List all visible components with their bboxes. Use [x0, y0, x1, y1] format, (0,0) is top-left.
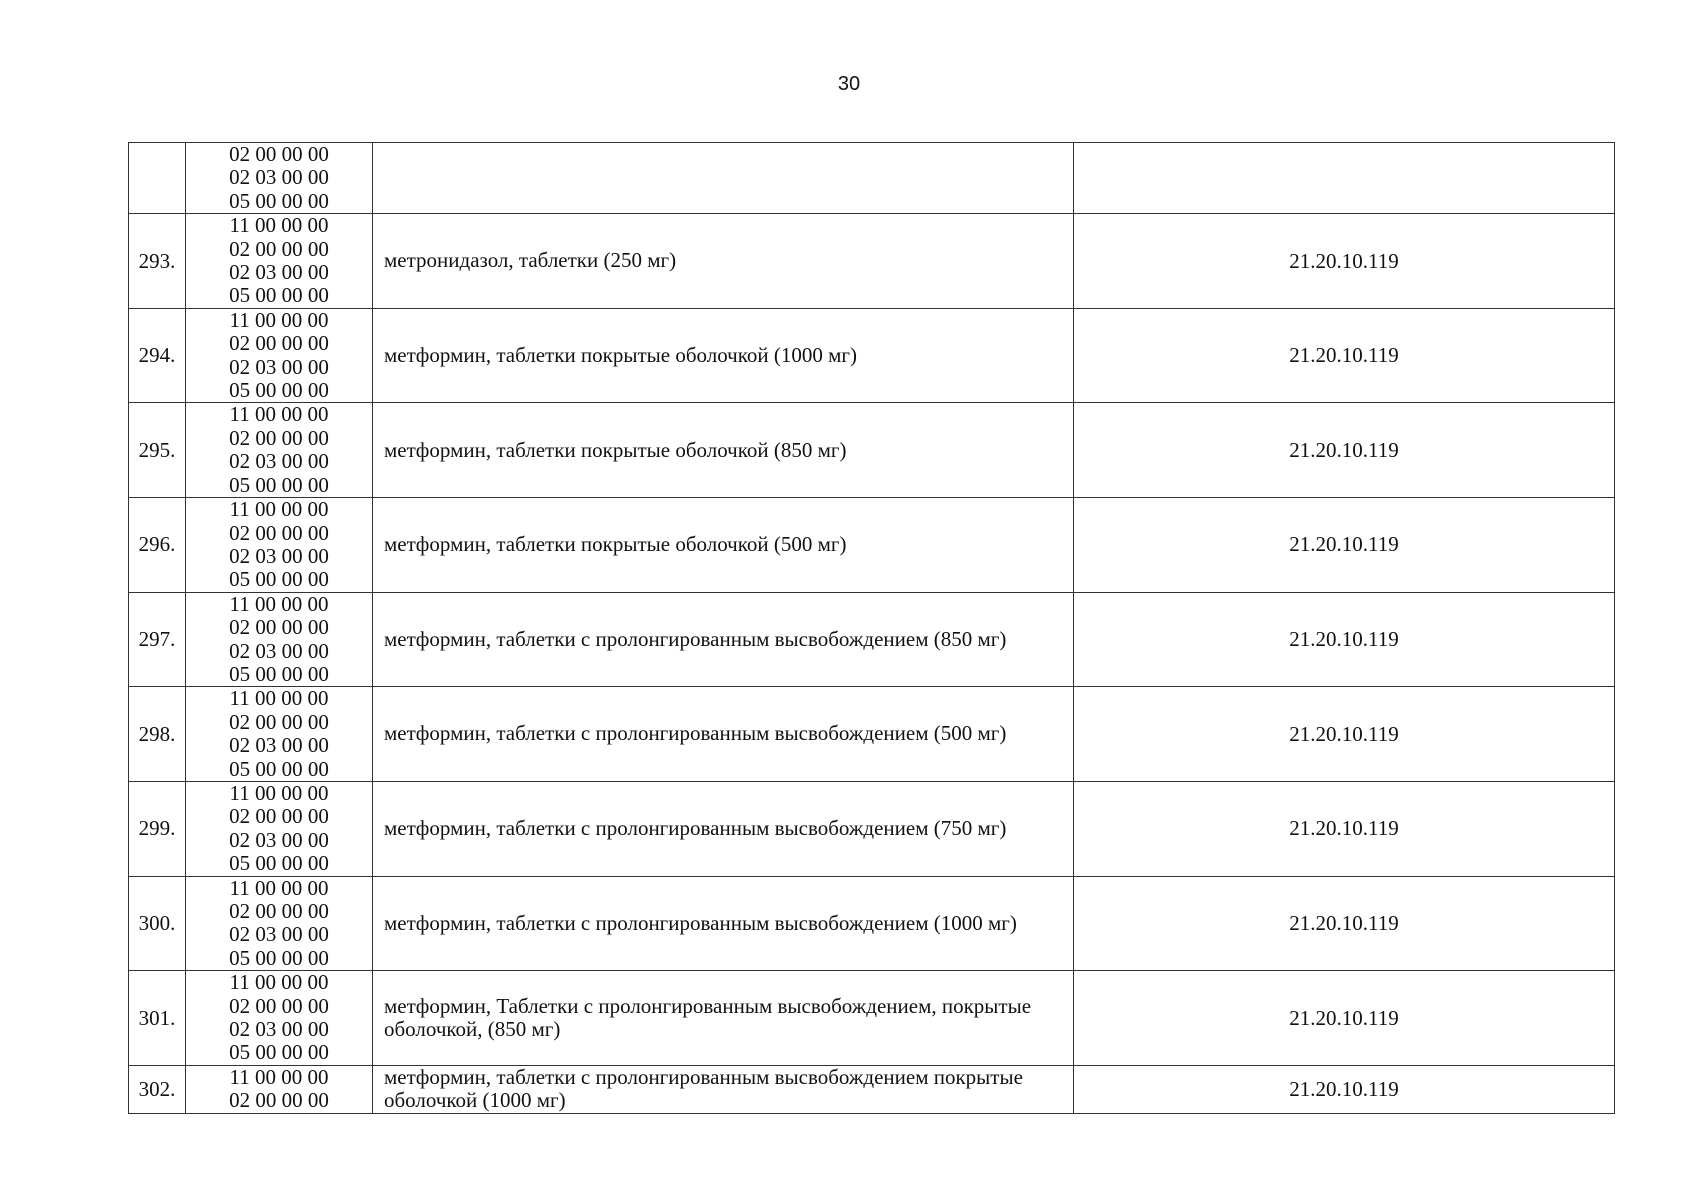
territory-codes	[186, 781, 373, 876]
drug-name: метформин, таблетки покрытые оболочкой (850 мг)	[373, 403, 1074, 498]
territory-code: 02 00 00 00	[229, 520, 329, 545]
okpd-code	[1074, 143, 1615, 214]
territory-code: 05 00 00 00	[229, 1040, 329, 1065]
territory-code: 11 00 00 00	[229, 307, 329, 332]
page-number: 30	[837, 73, 861, 95]
table-row	[129, 1065, 1615, 1113]
table-body	[129, 143, 1615, 1114]
territory-code: 11 00 00 00	[229, 970, 329, 995]
territory-codes	[186, 214, 373, 309]
row-number: 298.	[129, 687, 186, 782]
okpd-code: 21.20.10.119	[1074, 214, 1615, 309]
territory-codes	[186, 143, 373, 214]
table-row	[129, 214, 1615, 309]
territory-codes	[186, 1065, 373, 1113]
territory-code: 11 00 00 00	[229, 875, 329, 900]
territory-code: 02 00 00 00	[229, 993, 329, 1018]
territory-code: 05 00 00 00	[229, 567, 329, 592]
drug-name: метформин, таблетки с пролонгированным высвобождением (750 мг)	[373, 781, 1074, 876]
territory-code: 02 03 00 00	[229, 638, 329, 663]
territory-code: 02 00 00 00	[229, 236, 329, 261]
okpd-code: 21.20.10.119	[1074, 876, 1615, 971]
drug-name: метформин, таблетки с пролонгированным высвобождением (1000 мг)	[373, 876, 1074, 971]
table-row	[129, 592, 1615, 687]
territory-codes	[186, 498, 373, 593]
territory-code: 05 00 00 00	[229, 472, 329, 497]
okpd-code: 21.20.10.119	[1074, 592, 1615, 687]
okpd-code: 21.20.10.119	[1074, 403, 1615, 498]
okpd-code: 21.20.10.119	[1074, 308, 1615, 403]
drug-name: метформин, Таблетки с пролонгированным высвобождением, покрытые оболочкой, (850 мг)	[373, 971, 1074, 1066]
territory-code: 05 00 00 00	[229, 756, 329, 781]
territory-codes	[186, 687, 373, 782]
drug-name: метформин, таблетки покрытые оболочкой (500 мг)	[373, 498, 1074, 593]
row-number	[129, 143, 186, 214]
table-row	[129, 781, 1615, 876]
territory-code: 02 00 00 00	[229, 331, 329, 356]
territory-code: 02 00 00 00	[229, 804, 329, 829]
drug-name: метформин, таблетки с пролонгированным высвобождением покрытые оболочкой (1000 мг)	[373, 1065, 1074, 1113]
okpd-code: 21.20.10.119	[1074, 781, 1615, 876]
territory-code: 02 03 00 00	[229, 733, 329, 758]
territory-code: 11 00 00 00	[229, 591, 329, 616]
territory-codes	[186, 403, 373, 498]
territory-code: 05 00 00 00	[229, 945, 329, 970]
territory-code: 02 03 00 00	[229, 449, 329, 474]
territory-codes	[186, 308, 373, 403]
table-row	[129, 876, 1615, 971]
territory-code: 02 00 00 00	[229, 425, 329, 450]
territory-code: 02 03 00 00	[229, 1017, 329, 1042]
drug-name: метформин, таблетки с пролонгированным высвобождением (850 мг)	[373, 592, 1074, 687]
territory-code: 05 00 00 00	[229, 283, 329, 308]
table-row	[129, 971, 1615, 1066]
drug-list-table	[128, 142, 1615, 1114]
territory-code: 05 00 00 00	[229, 378, 329, 403]
territory-codes	[186, 592, 373, 687]
row-number: 296.	[129, 498, 186, 593]
okpd-code: 21.20.10.119	[1074, 1065, 1615, 1113]
territory-code: 11 00 00 00	[229, 497, 329, 522]
drug-name: метформин, таблетки покрытые оболочкой (1000 мг)	[373, 308, 1074, 403]
row-number: 301.	[129, 971, 186, 1066]
territory-code: 02 03 00 00	[229, 354, 329, 379]
territory-code: 11 00 00 00	[229, 686, 329, 711]
row-number: 297.	[129, 592, 186, 687]
territory-code: 02 03 00 00	[229, 922, 329, 947]
territory-code: 02 03 00 00	[229, 260, 329, 285]
row-number: 294.	[129, 308, 186, 403]
table-row	[129, 403, 1615, 498]
drug-name	[373, 143, 1074, 214]
territory-code: 02 00 00 00	[229, 1088, 329, 1113]
table-row	[129, 143, 1615, 214]
territory-code: 02 00 00 00	[229, 899, 329, 923]
row-number: 300.	[129, 876, 186, 971]
territory-code: 02 00 00 00	[229, 615, 329, 640]
okpd-code: 21.20.10.119	[1074, 971, 1615, 1066]
territory-code: 05 00 00 00	[229, 661, 329, 686]
row-number: 295.	[129, 403, 186, 498]
territory-code: 05 00 00 00	[229, 851, 329, 876]
territory-code: 02 00 00 00	[229, 709, 329, 734]
territory-code: 02 00 00 00	[229, 142, 329, 166]
okpd-code: 21.20.10.119	[1074, 687, 1615, 782]
drug-name: метформин, таблетки с пролонгированным высвобождением (500 мг)	[373, 687, 1074, 782]
territory-code: 05 00 00 00	[229, 188, 329, 213]
table-row	[129, 687, 1615, 782]
territory-code: 02 03 00 00	[229, 165, 329, 190]
row-number: 299.	[129, 781, 186, 876]
territory-code: 11 00 00 00	[229, 1064, 329, 1089]
territory-code: 02 03 00 00	[229, 827, 329, 852]
territory-code: 11 00 00 00	[229, 402, 329, 427]
table-row	[129, 498, 1615, 593]
territory-codes	[186, 876, 373, 971]
table-row	[129, 308, 1615, 403]
territory-code: 11 00 00 00	[229, 780, 329, 805]
territory-code: 11 00 00 00	[229, 213, 329, 238]
drug-name: метронидазол, таблетки (250 мг)	[373, 214, 1074, 309]
row-number: 293.	[129, 214, 186, 309]
row-number: 302.	[129, 1065, 186, 1113]
territory-code: 02 03 00 00	[229, 543, 329, 568]
okpd-code: 21.20.10.119	[1074, 498, 1615, 593]
territory-codes	[186, 971, 373, 1066]
